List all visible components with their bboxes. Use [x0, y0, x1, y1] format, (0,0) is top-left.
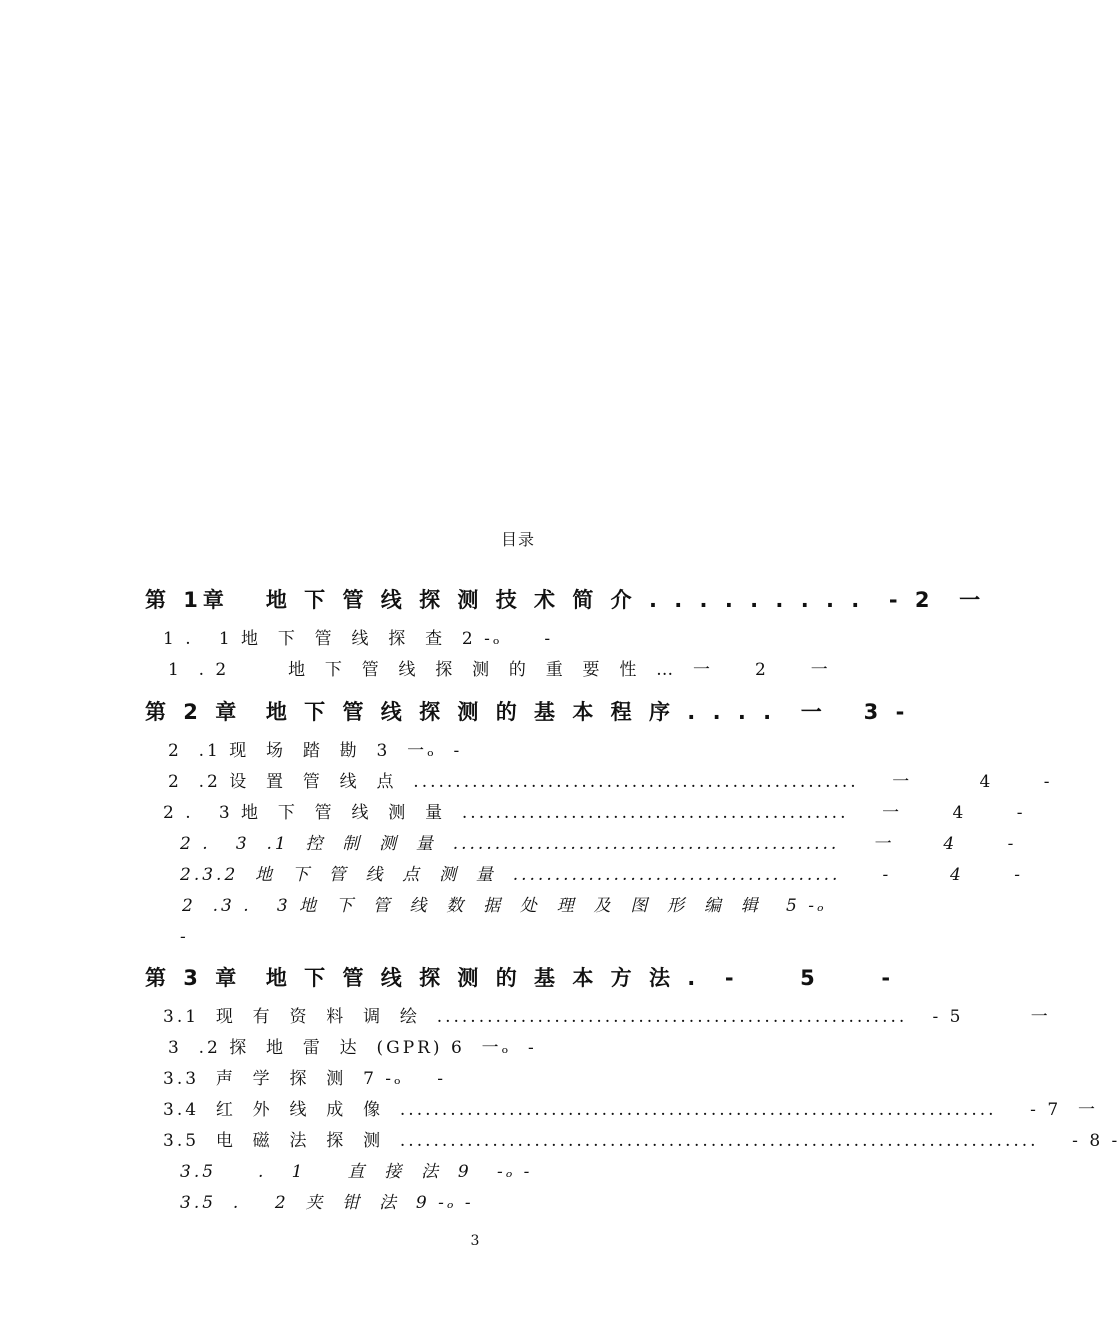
toc-entry-2-3-3-cont: - [180, 927, 189, 947]
toc-entry-3-2: 3 .2 探 地 雷 达 (GPR) 6 一ₒ - [168, 1038, 537, 1058]
toc-entry-1-1: 1 . 1 地 下 管 线 探 查 2 -ₒ - [163, 629, 554, 649]
toc-chapter-3: 第 3 章 地 下 管 线 探 测 的 基 本 方 法 . - 5 - [145, 966, 896, 990]
toc-entry-2-3: 2 . 3 地 下 管 线 测 量 .............................................. 一 4 - [163, 803, 1026, 823]
toc-entry-2-3-1: 2 . 3 .1 控 制 测 量 .............................................. 一 4 - [180, 834, 1017, 854]
toc-entry-3-1: 3.1 现 有 资 料 调 绘 ........................................................ - 5 一 [163, 1007, 1051, 1027]
toc-entry-1-2: 1 . 2 地 下 管 线 探 测 的 重 要 性 … 一 2 一 [168, 660, 831, 680]
page-number: 3 [470, 1233, 480, 1249]
toc-entry-2-3-3: 2 .3 . 3 地 下 管 线 数 据 处 理 及 图 形 编 辑 5 -ₒ [182, 896, 827, 916]
toc-entry-3-5-2: 3.5 . 2 夹 钳 法 9 -ₒ - [180, 1193, 474, 1213]
toc-title: 目录 [500, 530, 535, 549]
toc-entry-3-3: 3.3 声 学 探 测 7 -ₒ - [163, 1069, 446, 1089]
toc-entry-3-4: 3.4 红 外 线 成 像 ....................................................................... - 7 一 [163, 1100, 1098, 1120]
toc-entry-2-2: 2 .2 设 置 管 线 点 ..................................................... 一 4 - [168, 772, 1053, 792]
toc-chapter-2: 第 2 章 地 下 管 线 探 测 的 基 本 程 序 . . . . 一 3 - [145, 700, 910, 724]
toc-entry-2-3-2: 2.3.2 地 下 管 线 点 测 量 ....................................... - 4 - [180, 865, 1024, 885]
toc-entry-3-5: 3.5 电 磁 法 探 测 ............................................................................ - 8 - [163, 1131, 1120, 1151]
toc-entry-2-1: 2 .1 现 场 踏 勘 3 一ₒ - [168, 741, 463, 761]
toc-entry-3-5-1: 3.5 . 1 直 接 法 9 -ₒ - [180, 1162, 533, 1182]
toc-chapter-1: 第 1章 地 下 管 线 探 测 技 术 简 介 . . . . . . . . . - 2 一 [145, 588, 986, 612]
